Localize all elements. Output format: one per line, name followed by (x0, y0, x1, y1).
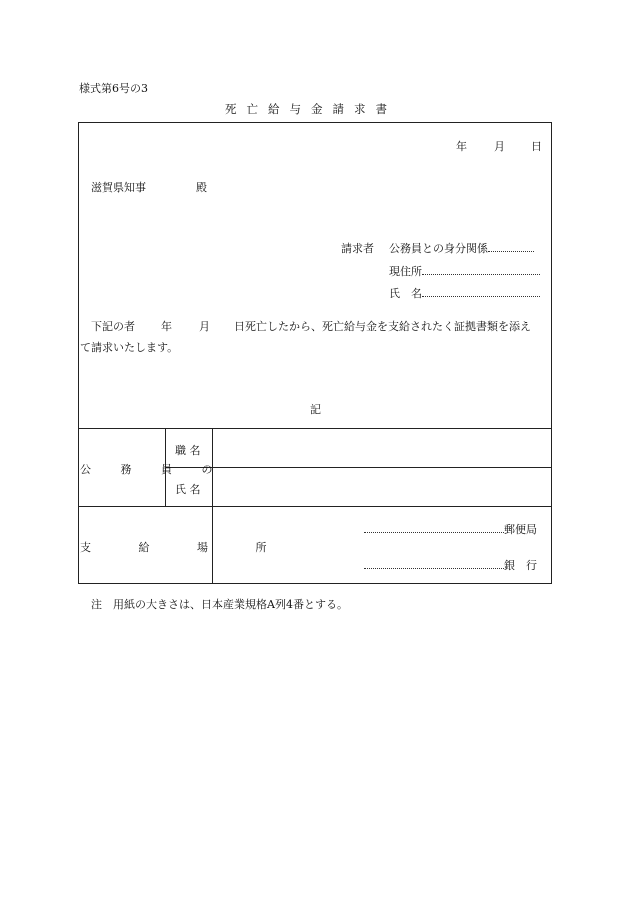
payment-place-label: 支 給 場 所 (80, 541, 289, 554)
claimant-name-label: 氏 名 (389, 287, 422, 300)
form-title: 死亡給与金請求書 (225, 102, 397, 116)
post-office-label: 郵便局 (504, 523, 537, 536)
bank-label: 銀 行 (504, 559, 537, 572)
position-input[interactable] (216, 431, 548, 463)
statement-prefix: 下記の者 (91, 320, 135, 333)
bank-blank[interactable] (364, 557, 504, 569)
statement-month: 月 (199, 320, 210, 333)
table-top-line (78, 428, 552, 429)
claimant-address-blank[interactable] (422, 263, 540, 275)
date-month: 月 (494, 140, 505, 153)
claimant-address-label: 現住所 (389, 265, 422, 278)
statement-year: 年 (161, 320, 172, 333)
official-label: 公 務 員 の (80, 463, 226, 476)
bank-line[interactable] (364, 557, 537, 573)
ki-label: 記 (310, 403, 321, 416)
claimant-relation-label: 公務員との身分関係 (389, 242, 488, 255)
date-year: 年 (456, 140, 467, 153)
name-label: 氏 名 (175, 483, 201, 496)
claimant-name-blank[interactable] (422, 285, 540, 297)
name-input[interactable] (216, 470, 548, 502)
addressee-governor: 滋賀県知事 (91, 181, 146, 194)
post-office-line[interactable] (364, 521, 537, 537)
form-number: 様式第6号の3 (79, 82, 148, 95)
claimant-relation-blank[interactable] (488, 240, 534, 252)
statement-continuation: て請求いたします。 (80, 341, 179, 354)
date-day: 日 (531, 140, 542, 153)
table-payment-line (78, 506, 552, 507)
footnote: 注 用紙の大きさは、日本産業規格A列4番とする。 (91, 598, 348, 611)
claimant-relation[interactable] (389, 240, 534, 256)
claimant-name[interactable] (389, 285, 540, 301)
claimant-label: 請求者 (341, 242, 374, 255)
claimant-address[interactable] (389, 263, 540, 279)
table-vline-value (212, 428, 213, 584)
position-label: 職 名 (175, 444, 201, 457)
statement-text: 日死亡したから、死亡給与金を支給されたく証拠書類を添え (234, 320, 531, 333)
post-office-blank[interactable] (364, 521, 504, 533)
addressee-honorific: 殿 (196, 181, 207, 194)
